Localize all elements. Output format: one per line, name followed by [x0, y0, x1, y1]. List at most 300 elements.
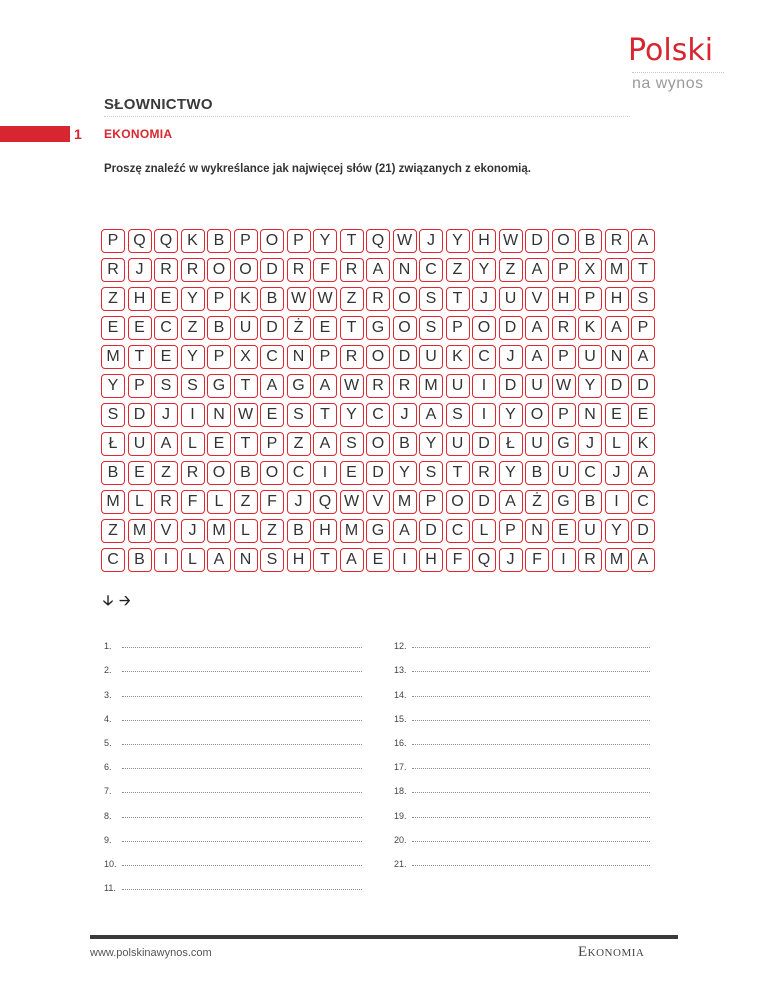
word-search-grid[interactable] — [101, 229, 658, 577]
answer-line-field[interactable] — [122, 713, 362, 721]
grid-cell[interactable]: R — [393, 374, 417, 398]
answer-number: 6. — [104, 762, 112, 773]
grid-cell[interactable]: D — [605, 374, 629, 398]
grid-cell[interactable]: R — [552, 316, 576, 340]
grid-cell[interactable]: E — [313, 316, 337, 340]
grid-cell[interactable]: E — [260, 403, 284, 427]
answer-line-field[interactable] — [122, 689, 362, 697]
answer-line-field[interactable] — [122, 834, 362, 842]
grid-cell[interactable]: Y — [446, 229, 470, 253]
answer-number: 16. — [394, 737, 407, 748]
grid-cell[interactable]: B — [207, 229, 231, 253]
grid-cell[interactable]: G — [366, 316, 390, 340]
grid-cell[interactable]: E — [340, 461, 364, 485]
grid-cell[interactable]: A — [207, 548, 231, 572]
grid-cell[interactable]: M — [340, 519, 364, 543]
grid-cell[interactable]: Y — [181, 287, 205, 311]
footer-url[interactable]: www.polskinawynos.com — [90, 947, 212, 959]
grid-cell[interactable]: A — [340, 548, 364, 572]
grid-cell[interactable]: J — [128, 258, 152, 282]
grid-cell[interactable]: A — [393, 519, 417, 543]
grid-cell[interactable]: O — [393, 316, 417, 340]
grid-cell[interactable]: E — [128, 316, 152, 340]
grid-cell[interactable]: O — [472, 316, 496, 340]
grid-cell[interactable]: M — [101, 490, 125, 514]
grid-cell[interactable]: Ł — [499, 432, 523, 456]
grid-cell[interactable]: R — [287, 258, 311, 282]
grid-cell[interactable]: E — [207, 432, 231, 456]
grid-cell[interactable]: B — [101, 461, 125, 485]
grid-cell[interactable]: D — [260, 316, 284, 340]
grid-cell[interactable]: Z — [234, 490, 258, 514]
grid-cell[interactable]: R — [340, 258, 364, 282]
grid-cell[interactable]: I — [552, 548, 576, 572]
grid-cell[interactable]: E — [631, 403, 655, 427]
grid-cell[interactable]: W — [393, 229, 417, 253]
grid-cell[interactable]: Z — [181, 316, 205, 340]
grid-cell[interactable]: D — [472, 490, 496, 514]
grid-cell[interactable]: L — [234, 519, 258, 543]
grid-cell[interactable]: Q — [472, 548, 496, 572]
grid-cell[interactable]: J — [499, 345, 523, 369]
answer-line-field[interactable] — [122, 664, 362, 672]
grid-cell[interactable]: T — [234, 374, 258, 398]
grid-cell[interactable]: Q — [366, 229, 390, 253]
grid-cell[interactable]: T — [631, 258, 655, 282]
grid-cell[interactable]: H — [552, 287, 576, 311]
grid-cell[interactable]: M — [207, 519, 231, 543]
grid-cell[interactable]: N — [207, 403, 231, 427]
grid-cell[interactable]: D — [472, 432, 496, 456]
grid-cell[interactable]: T — [234, 432, 258, 456]
grid-cell[interactable]: D — [499, 316, 523, 340]
grid-cell[interactable]: P — [207, 287, 231, 311]
grid-cell[interactable]: H — [605, 287, 629, 311]
grid-cell[interactable]: R — [605, 229, 629, 253]
grid-cell[interactable]: Y — [181, 345, 205, 369]
grid-cell[interactable]: O — [366, 345, 390, 369]
grid-cell[interactable]: U — [578, 519, 602, 543]
grid-cell[interactable]: D — [499, 374, 523, 398]
grid-cell[interactable]: H — [287, 548, 311, 572]
grid-cell[interactable]: U — [419, 345, 443, 369]
grid-cell[interactable]: F — [260, 490, 284, 514]
grid-cell[interactable]: O — [393, 287, 417, 311]
grid-cell[interactable]: B — [393, 432, 417, 456]
grid-cell[interactable]: K — [578, 316, 602, 340]
grid-cell[interactable]: O — [207, 258, 231, 282]
grid-cell[interactable]: R — [366, 287, 390, 311]
answer-row — [104, 675, 362, 699]
grid-cell[interactable]: I — [472, 374, 496, 398]
exercise-instruction: Proszę znaleźć w wykreślance jak najwięcej słów (21) związanych z ekonomią. — [104, 163, 531, 175]
answer-row — [394, 724, 650, 748]
grid-cell[interactable]: E — [552, 519, 576, 543]
grid-cell[interactable]: W — [499, 229, 523, 253]
grid-cell[interactable]: J — [287, 490, 311, 514]
answer-number: 17. — [394, 762, 407, 773]
grid-cell[interactable]: U — [525, 432, 549, 456]
grid-cell[interactable]: J — [578, 432, 602, 456]
grid-cell[interactable]: S — [419, 461, 443, 485]
answer-column-left — [104, 627, 362, 893]
grid-cell[interactable]: A — [260, 374, 284, 398]
direction-hints — [103, 590, 130, 614]
grid-cell[interactable]: W — [552, 374, 576, 398]
grid-cell[interactable]: A — [313, 432, 337, 456]
grid-cell[interactable]: L — [181, 548, 205, 572]
grid-cell[interactable]: B — [234, 461, 258, 485]
grid-cell[interactable]: F — [313, 258, 337, 282]
grid-cell[interactable]: P — [287, 229, 311, 253]
grid-cell[interactable]: P — [552, 258, 576, 282]
grid-cell[interactable]: N — [287, 345, 311, 369]
answer-line-field[interactable] — [412, 664, 650, 672]
grid-cell[interactable]: M — [419, 374, 443, 398]
grid-cell[interactable]: U — [578, 345, 602, 369]
grid-cell[interactable]: G — [207, 374, 231, 398]
grid-cell[interactable]: C — [154, 316, 178, 340]
grid-cell[interactable]: H — [419, 548, 443, 572]
grid-cell[interactable]: M — [605, 548, 629, 572]
grid-cell[interactable]: A — [525, 316, 549, 340]
grid-cell[interactable]: W — [287, 287, 311, 311]
grid-cell[interactable]: U — [525, 374, 549, 398]
grid-cell[interactable]: T — [313, 548, 337, 572]
grid-cell[interactable]: C — [419, 258, 443, 282]
grid-cell[interactable]: Ż — [287, 316, 311, 340]
grid-cell[interactable]: D — [631, 374, 655, 398]
grid-cell[interactable]: U — [446, 374, 470, 398]
grid-cell[interactable]: O — [366, 432, 390, 456]
grid-cell[interactable]: U — [499, 287, 523, 311]
grid-cell[interactable]: J — [419, 229, 443, 253]
grid-cell[interactable]: O — [552, 229, 576, 253]
grid-cell[interactable]: U — [552, 461, 576, 485]
answer-number: 19. — [394, 810, 407, 821]
grid-cell[interactable]: N — [578, 403, 602, 427]
grid-cell[interactable]: Ł — [101, 432, 125, 456]
grid-cell[interactable]: Z — [446, 258, 470, 282]
grid-cell[interactable]: T — [446, 461, 470, 485]
grid-cell[interactable]: P — [499, 519, 523, 543]
answer-row — [104, 845, 362, 869]
grid-cell[interactable]: S — [287, 403, 311, 427]
grid-cell[interactable]: B — [287, 519, 311, 543]
grid-cell[interactable]: T — [340, 316, 364, 340]
grid-cell[interactable]: V — [366, 490, 390, 514]
grid-cell[interactable]: S — [154, 374, 178, 398]
answer-number: 21. — [394, 858, 407, 869]
grid-cell[interactable]: Y — [499, 461, 523, 485]
grid-cell[interactable]: B — [578, 229, 602, 253]
grid-cell[interactable]: S — [631, 287, 655, 311]
grid-cell[interactable]: I — [313, 461, 337, 485]
grid-cell[interactable]: Y — [499, 403, 523, 427]
answer-line-field[interactable] — [412, 785, 650, 793]
grid-cell[interactable]: D — [631, 519, 655, 543]
grid-cell[interactable]: J — [472, 287, 496, 311]
grid-cell[interactable]: C — [260, 345, 284, 369]
grid-cell[interactable]: Y — [313, 229, 337, 253]
answer-number: 2. — [104, 665, 112, 676]
grid-cell[interactable]: A — [525, 258, 549, 282]
grid-cell[interactable]: A — [631, 461, 655, 485]
grid-cell[interactable]: S — [419, 316, 443, 340]
grid-cell[interactable]: G — [366, 519, 390, 543]
grid-cell[interactable]: A — [499, 490, 523, 514]
grid-cell[interactable]: E — [366, 548, 390, 572]
grid-cell[interactable]: D — [260, 258, 284, 282]
grid-cell[interactable]: B — [525, 461, 549, 485]
grid-cell[interactable]: W — [234, 403, 258, 427]
grid-cell[interactable]: S — [101, 403, 125, 427]
grid-cell[interactable]: O — [207, 461, 231, 485]
grid-cell[interactable]: E — [605, 403, 629, 427]
grid-cell[interactable]: N — [393, 258, 417, 282]
grid-cell[interactable]: G — [552, 432, 576, 456]
grid-cell[interactable]: R — [578, 548, 602, 572]
grid-cell[interactable]: Y — [578, 374, 602, 398]
grid-cell[interactable]: I — [393, 548, 417, 572]
grid-cell[interactable]: Ż — [525, 490, 549, 514]
grid-cell[interactable]: D — [525, 229, 549, 253]
grid-cell[interactable]: P — [578, 287, 602, 311]
grid-cell[interactable]: Y — [101, 374, 125, 398]
grid-cell[interactable]: A — [631, 548, 655, 572]
grid-cell[interactable]: R — [154, 490, 178, 514]
grid-cell[interactable]: E — [154, 345, 178, 369]
grid-cell[interactable]: A — [419, 403, 443, 427]
answer-row — [104, 772, 362, 796]
grid-cell[interactable]: P — [313, 345, 337, 369]
grid-cell[interactable]: U — [234, 316, 258, 340]
grid-cell[interactable]: Y — [472, 258, 496, 282]
grid-cell[interactable]: N — [605, 345, 629, 369]
grid-cell[interactable]: N — [234, 548, 258, 572]
grid-cell[interactable]: Y — [340, 403, 364, 427]
grid-cell[interactable]: P — [207, 345, 231, 369]
grid-cell[interactable]: Q — [154, 229, 178, 253]
grid-cell[interactable]: Z — [340, 287, 364, 311]
grid-cell[interactable]: H — [313, 519, 337, 543]
grid-cell[interactable]: Q — [128, 229, 152, 253]
grid-cell[interactable]: D — [366, 461, 390, 485]
logo-brand — [628, 33, 728, 68]
grid-cell[interactable]: R — [181, 258, 205, 282]
answer-line-field[interactable] — [122, 761, 362, 769]
grid-cell[interactable]: A — [313, 374, 337, 398]
grid-cell[interactable]: R — [472, 461, 496, 485]
answer-line-field[interactable] — [412, 858, 650, 866]
grid-cell[interactable]: R — [181, 461, 205, 485]
grid-cell[interactable]: Z — [101, 287, 125, 311]
grid-cell[interactable]: G — [552, 490, 576, 514]
grid-cell[interactable]: J — [181, 519, 205, 543]
grid-cell[interactable]: O — [260, 229, 284, 253]
grid-cell[interactable]: M — [393, 490, 417, 514]
answer-row — [394, 675, 650, 699]
grid-cell[interactable]: C — [446, 519, 470, 543]
grid-cell[interactable]: Y — [393, 461, 417, 485]
grid-cell[interactable]: S — [446, 403, 470, 427]
grid-cell[interactable]: K — [234, 287, 258, 311]
grid-cell[interactable]: B — [578, 490, 602, 514]
grid-cell[interactable]: U — [446, 432, 470, 456]
answer-line-field[interactable] — [412, 810, 650, 818]
grid-cell[interactable]: Z — [287, 432, 311, 456]
grid-cell[interactable]: P — [260, 432, 284, 456]
grid-cell[interactable]: J — [393, 403, 417, 427]
grid-cell[interactable]: I — [181, 403, 205, 427]
grid-cell[interactable]: C — [472, 345, 496, 369]
answer-line-field[interactable] — [122, 858, 362, 866]
grid-cell[interactable]: F — [181, 490, 205, 514]
grid-cell[interactable]: R — [340, 345, 364, 369]
grid-cell[interactable]: S — [181, 374, 205, 398]
grid-cell[interactable]: K — [181, 229, 205, 253]
grid-cell[interactable]: N — [525, 519, 549, 543]
grid-cell[interactable]: R — [154, 258, 178, 282]
grid-cell[interactable]: A — [605, 316, 629, 340]
grid-cell[interactable]: L — [128, 490, 152, 514]
grid-cell[interactable]: P — [419, 490, 443, 514]
grid-cell[interactable]: P — [446, 316, 470, 340]
exercise-title: EKONOMIA — [104, 127, 173, 141]
grid-cell[interactable]: W — [340, 374, 364, 398]
grid-cell[interactable]: L — [472, 519, 496, 543]
grid-cell[interactable]: L — [207, 490, 231, 514]
grid-cell[interactable]: R — [366, 374, 390, 398]
grid-cell[interactable]: S — [260, 548, 284, 572]
grid-cell[interactable]: Y — [419, 432, 443, 456]
grid-cell[interactable]: I — [154, 548, 178, 572]
answer-number: 8. — [104, 810, 112, 821]
grid-cell[interactable]: P — [234, 229, 258, 253]
grid-cell[interactable]: H — [472, 229, 496, 253]
logo-brand-text: Polski — [628, 33, 714, 68]
grid-cell[interactable]: S — [340, 432, 364, 456]
answer-line-field[interactable] — [412, 689, 650, 697]
grid-cell[interactable]: L — [605, 432, 629, 456]
grid-cell[interactable]: M — [128, 519, 152, 543]
grid-cell[interactable]: X — [578, 258, 602, 282]
answer-number: 20. — [394, 834, 407, 845]
grid-cell[interactable]: T — [340, 229, 364, 253]
answer-line-field[interactable] — [122, 810, 362, 818]
grid-cell[interactable]: I — [605, 490, 629, 514]
grid-cell[interactable]: P — [552, 403, 576, 427]
grid-cell[interactable]: O — [446, 490, 470, 514]
grid-cell[interactable]: Y — [605, 519, 629, 543]
grid-cell[interactable]: K — [631, 432, 655, 456]
grid-cell[interactable]: Z — [499, 258, 523, 282]
grid-cell[interactable]: C — [101, 548, 125, 572]
grid-cell[interactable]: O — [525, 403, 549, 427]
grid-cell[interactable]: J — [499, 548, 523, 572]
answer-line-field[interactable] — [412, 834, 650, 842]
grid-cell[interactable]: A — [631, 229, 655, 253]
answer-line-field[interactable] — [412, 713, 650, 721]
grid-cell[interactable]: M — [101, 345, 125, 369]
grid-cell[interactable]: Z — [260, 519, 284, 543]
answer-row — [104, 700, 362, 724]
grid-cell[interactable]: J — [154, 403, 178, 427]
grid-cell[interactable]: D — [419, 519, 443, 543]
grid-cell[interactable]: C — [631, 490, 655, 514]
grid-cell[interactable]: D — [128, 403, 152, 427]
grid-cell[interactable]: J — [605, 461, 629, 485]
grid-cell[interactable]: O — [234, 258, 258, 282]
grid-cell[interactable]: C — [578, 461, 602, 485]
answer-line-field[interactable] — [122, 737, 362, 745]
grid-cell[interactable]: P — [128, 374, 152, 398]
grid-cell[interactable]: Z — [154, 461, 178, 485]
grid-cell[interactable]: Q — [313, 490, 337, 514]
grid-cell[interactable]: B — [207, 316, 231, 340]
grid-cell[interactable]: M — [605, 258, 629, 282]
grid-cell[interactable]: F — [525, 548, 549, 572]
grid-cell[interactable]: Z — [101, 519, 125, 543]
grid-cell[interactable]: F — [446, 548, 470, 572]
answer-row — [104, 796, 362, 820]
grid-cell[interactable]: D — [393, 345, 417, 369]
grid-cell[interactable]: E — [154, 287, 178, 311]
grid-cell[interactable]: L — [181, 432, 205, 456]
answer-line-field[interactable] — [122, 785, 362, 793]
answer-line-field[interactable] — [412, 761, 650, 769]
grid-cell[interactable]: U — [128, 432, 152, 456]
answer-number: 9. — [104, 834, 112, 845]
grid-cell[interactable]: T — [313, 403, 337, 427]
grid-cell[interactable]: E — [101, 316, 125, 340]
grid-cell[interactable]: G — [287, 374, 311, 398]
grid-cell[interactable]: R — [101, 258, 125, 282]
grid-cell[interactable]: V — [525, 287, 549, 311]
answer-line-field[interactable] — [122, 882, 362, 890]
grid-cell[interactable]: A — [525, 345, 549, 369]
grid-cell[interactable]: O — [260, 461, 284, 485]
footer-title: Ekonomia — [578, 944, 645, 960]
grid-cell[interactable]: H — [128, 287, 152, 311]
grid-cell[interactable]: P — [631, 316, 655, 340]
grid-cell[interactable]: A — [631, 345, 655, 369]
answer-line-field[interactable] — [412, 737, 650, 745]
grid-cell[interactable]: E — [128, 461, 152, 485]
answer-row — [104, 748, 362, 772]
grid-cell[interactable]: T — [128, 345, 152, 369]
grid-cell[interactable]: I — [472, 403, 496, 427]
grid-cell[interactable]: B — [260, 287, 284, 311]
grid-cell[interactable]: V — [154, 519, 178, 543]
answer-row — [104, 724, 362, 748]
grid-cell[interactable]: W — [313, 287, 337, 311]
answer-line-field[interactable] — [412, 640, 650, 648]
grid-cell[interactable]: P — [552, 345, 576, 369]
grid-cell[interactable]: C — [366, 403, 390, 427]
grid-cell[interactable]: X — [234, 345, 258, 369]
grid-cell[interactable]: A — [366, 258, 390, 282]
grid-cell[interactable]: P — [101, 229, 125, 253]
grid-cell[interactable]: C — [287, 461, 311, 485]
grid-cell[interactable]: B — [128, 548, 152, 572]
grid-cell[interactable]: K — [446, 345, 470, 369]
grid-cell[interactable]: A — [154, 432, 178, 456]
grid-cell[interactable]: S — [419, 287, 443, 311]
answer-line-field[interactable] — [122, 640, 362, 648]
grid-cell[interactable]: W — [340, 490, 364, 514]
grid-cell[interactable]: T — [446, 287, 470, 311]
